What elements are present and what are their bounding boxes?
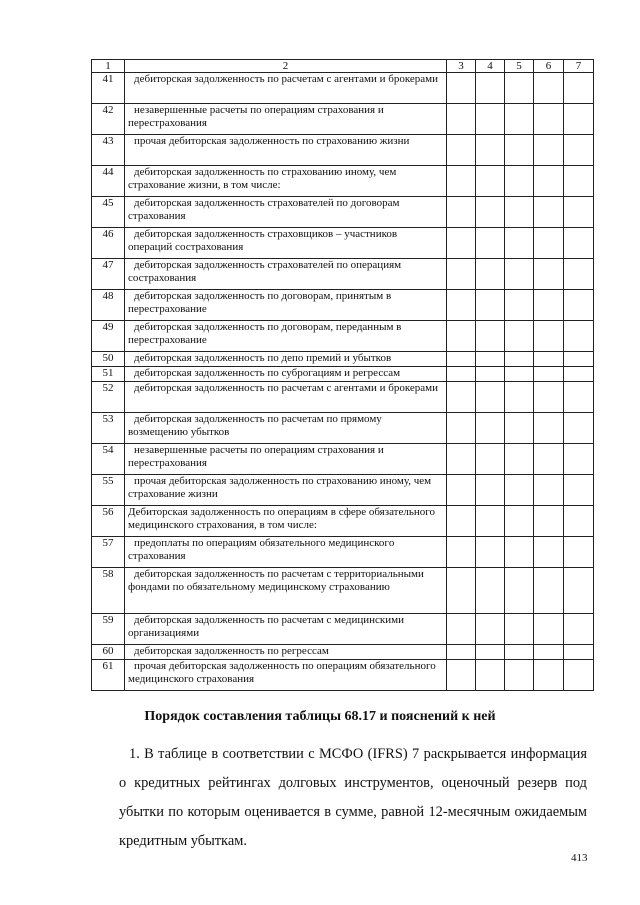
empty-cell-col-4	[476, 367, 505, 382]
empty-cell-col-7	[564, 228, 594, 259]
empty-cell-col-7	[564, 166, 594, 197]
row-description-text: дебиторская задолженность по договорам, переданным в перестрахование	[128, 321, 402, 346]
row-description-text: дебиторская задолженность по расчетам с медицинскими организациями	[128, 614, 404, 639]
empty-cell-col-5	[505, 367, 534, 382]
table-row	[92, 228, 594, 259]
receivables-table	[91, 59, 594, 691]
empty-cell-col-7	[564, 352, 594, 367]
empty-cell-col-4	[476, 568, 505, 614]
empty-cell-col-6	[534, 645, 564, 660]
row-number: 52	[92, 382, 125, 413]
row-number: 47	[92, 259, 125, 290]
empty-cell-col-7	[564, 321, 594, 352]
row-description-text: прочая дебиторская задолженность по операциям обязательного медицинского страхования	[128, 660, 436, 685]
empty-cell-col-7	[564, 259, 594, 290]
empty-cell-col-4	[476, 73, 505, 104]
row-description-text: дебиторская задолженность по расчетам с агентами и брокерами	[134, 73, 439, 85]
table-row	[92, 382, 594, 413]
row-number: 46	[92, 228, 125, 259]
header-col-3: 3	[447, 60, 476, 73]
empty-cell-col-5	[505, 382, 534, 413]
empty-cell-col-7	[564, 413, 594, 444]
paragraph-text: 1. В таблице в соответствии с МСФО (IFRS) 7 раскрывается информация о кредитных рейтингах долговых инструментов, оценочный резерв под убытки по которым оценивается в сумме, равной 12-месячным ожидаемым кредитным убыткам.	[119, 746, 587, 849]
empty-cell-col-7	[564, 135, 594, 166]
row-description	[125, 367, 447, 382]
empty-cell-col-7	[564, 645, 594, 660]
row-description	[125, 475, 447, 506]
table-row	[92, 444, 594, 475]
empty-cell-col-6	[534, 413, 564, 444]
row-number: 57	[92, 537, 125, 568]
empty-cell-col-6	[534, 259, 564, 290]
empty-cell-col-5	[505, 259, 534, 290]
empty-cell-col-4	[476, 660, 505, 691]
empty-cell-col-4	[476, 166, 505, 197]
empty-cell-col-6	[534, 614, 564, 645]
row-number: 61	[92, 660, 125, 691]
row-description	[125, 444, 447, 475]
table-row	[92, 166, 594, 197]
table-row	[92, 537, 594, 568]
empty-cell-col-7	[564, 104, 594, 135]
row-number: 60	[92, 645, 125, 660]
empty-cell-col-5	[505, 568, 534, 614]
empty-cell-col-5	[505, 104, 534, 135]
row-number: 45	[92, 197, 125, 228]
row-description-text: дебиторская задолженность по договорам, принятым в перестрахование	[128, 290, 392, 315]
empty-cell-col-4	[476, 475, 505, 506]
empty-cell-col-3	[447, 166, 476, 197]
empty-cell-col-6	[534, 197, 564, 228]
empty-cell-col-5	[505, 321, 534, 352]
empty-cell-col-4	[476, 382, 505, 413]
empty-cell-col-7	[564, 367, 594, 382]
table-row	[92, 135, 594, 166]
row-description	[125, 197, 447, 228]
row-description	[125, 104, 447, 135]
empty-cell-col-6	[534, 321, 564, 352]
row-description	[125, 506, 447, 537]
row-description	[125, 166, 447, 197]
empty-cell-col-3	[447, 660, 476, 691]
section-heading: Порядок составления таблицы 68.17 и пояснений к ней	[144, 709, 496, 724]
empty-cell-col-3	[447, 614, 476, 645]
row-number: 53	[92, 413, 125, 444]
row-description-text: дебиторская задолженность по расчетам по прямому возмещению убытков	[128, 413, 382, 438]
empty-cell-col-6	[534, 506, 564, 537]
table-row	[92, 660, 594, 691]
row-number: 41	[92, 73, 125, 104]
empty-cell-col-5	[505, 660, 534, 691]
header-col-2: 2	[125, 60, 447, 73]
row-number: 55	[92, 475, 125, 506]
row-description	[125, 321, 447, 352]
empty-cell-col-5	[505, 197, 534, 228]
row-number: 54	[92, 444, 125, 475]
row-description-text: прочая дебиторская задолженность по страхованию жизни	[134, 135, 410, 147]
table-row	[92, 352, 594, 367]
empty-cell-col-5	[505, 614, 534, 645]
row-number: 56	[92, 506, 125, 537]
row-description-text: Дебиторская задолженность по операциям в сфере обязательного медицинского страхования, в том числе:	[128, 506, 436, 531]
empty-cell-col-7	[564, 73, 594, 104]
row-description-text: дебиторская задолженность по суброгациям и регрессам	[134, 367, 401, 379]
empty-cell-col-3	[447, 197, 476, 228]
table-row	[92, 413, 594, 444]
row-description	[125, 290, 447, 321]
empty-cell-col-5	[505, 73, 534, 104]
empty-cell-col-3	[447, 413, 476, 444]
empty-cell-col-3	[447, 444, 476, 475]
row-description	[125, 228, 447, 259]
row-number: 44	[92, 166, 125, 197]
empty-cell-col-3	[447, 104, 476, 135]
table-row	[92, 614, 594, 645]
row-description	[125, 537, 447, 568]
empty-cell-col-4	[476, 645, 505, 660]
row-description	[125, 259, 447, 290]
empty-cell-col-3	[447, 382, 476, 413]
empty-cell-col-6	[534, 444, 564, 475]
row-number: 51	[92, 367, 125, 382]
row-number: 50	[92, 352, 125, 367]
row-description-text: дебиторская задолженность по депо премий и убытков	[134, 352, 392, 364]
empty-cell-col-7	[564, 537, 594, 568]
table-row	[92, 290, 594, 321]
header-col-5: 5	[505, 60, 534, 73]
empty-cell-col-7	[564, 444, 594, 475]
empty-cell-col-4	[476, 444, 505, 475]
empty-cell-col-6	[534, 475, 564, 506]
header-col-1: 1	[92, 60, 125, 73]
empty-cell-col-7	[564, 197, 594, 228]
row-description	[125, 660, 447, 691]
table-row	[92, 475, 594, 506]
row-description	[125, 352, 447, 367]
row-description-text: незавершенные расчеты по операциям страхования и перестрахования	[128, 104, 384, 129]
row-description-text: незавершенные расчеты по операциям страхования и перестрахования	[128, 444, 384, 469]
empty-cell-col-4	[476, 506, 505, 537]
table-row	[92, 506, 594, 537]
empty-cell-col-4	[476, 290, 505, 321]
row-description-text: предоплаты по операциям обязательного медицинскогo страхования	[128, 537, 395, 562]
empty-cell-col-4	[476, 614, 505, 645]
row-description-text: дебиторская задолженность по страхованию иному, чем страхование жизни, в том числе:	[128, 166, 397, 191]
row-number: 42	[92, 104, 125, 135]
empty-cell-col-7	[564, 568, 594, 614]
row-description	[125, 73, 447, 104]
table-row	[92, 645, 594, 660]
row-number: 59	[92, 614, 125, 645]
table-row	[92, 321, 594, 352]
empty-cell-col-5	[505, 290, 534, 321]
empty-cell-col-6	[534, 228, 564, 259]
empty-cell-col-5	[505, 506, 534, 537]
header-col-4: 4	[476, 60, 505, 73]
row-description-text: дебиторская задолженность страхователей по операциям сострахования	[128, 259, 402, 284]
empty-cell-col-7	[564, 614, 594, 645]
row-description-text: дебиторская задолженность по расчетам с агентами и брокерами	[134, 382, 439, 394]
empty-cell-col-4	[476, 228, 505, 259]
empty-cell-col-5	[505, 228, 534, 259]
empty-cell-col-4	[476, 197, 505, 228]
row-number: 49	[92, 321, 125, 352]
table-row	[92, 367, 594, 382]
empty-cell-col-3	[447, 568, 476, 614]
empty-cell-col-4	[476, 537, 505, 568]
empty-cell-col-4	[476, 321, 505, 352]
empty-cell-col-3	[447, 475, 476, 506]
empty-cell-col-5	[505, 537, 534, 568]
row-description-text: прочая дебиторская задолженность по страхованию иному, чем страхование жизни	[128, 475, 432, 500]
header-col-6: 6	[534, 60, 564, 73]
row-number: 48	[92, 290, 125, 321]
empty-cell-col-6	[534, 367, 564, 382]
row-description	[125, 413, 447, 444]
empty-cell-col-3	[447, 73, 476, 104]
empty-cell-col-7	[564, 660, 594, 691]
table-row	[92, 104, 594, 135]
empty-cell-col-3	[447, 259, 476, 290]
empty-cell-col-5	[505, 352, 534, 367]
empty-cell-col-3	[447, 352, 476, 367]
empty-cell-col-6	[534, 352, 564, 367]
empty-cell-col-7	[564, 506, 594, 537]
empty-cell-col-4	[476, 413, 505, 444]
empty-cell-col-6	[534, 537, 564, 568]
row-number: 43	[92, 135, 125, 166]
empty-cell-col-3	[447, 290, 476, 321]
empty-cell-col-4	[476, 135, 505, 166]
body-paragraph	[119, 740, 587, 856]
row-description	[125, 645, 447, 660]
empty-cell-col-5	[505, 645, 534, 660]
empty-cell-col-4	[476, 259, 505, 290]
table-row	[92, 73, 594, 104]
empty-cell-col-6	[534, 382, 564, 413]
empty-cell-col-3	[447, 367, 476, 382]
empty-cell-col-3	[447, 135, 476, 166]
row-number: 58	[92, 568, 125, 614]
row-description-text: дебиторская задолженность по расчетам с территориальными фондами по обязательному медицинскому страхованию	[128, 568, 424, 593]
page-number: 413	[571, 852, 588, 864]
table-row	[92, 568, 594, 614]
row-description-text: дебиторская задолженность по регрессам	[134, 645, 329, 657]
empty-cell-col-3	[447, 321, 476, 352]
table-row	[92, 197, 594, 228]
empty-cell-col-6	[534, 166, 564, 197]
empty-cell-col-3	[447, 645, 476, 660]
empty-cell-col-6	[534, 568, 564, 614]
row-description	[125, 568, 447, 614]
empty-cell-col-3	[447, 537, 476, 568]
empty-cell-col-5	[505, 444, 534, 475]
empty-cell-col-3	[447, 228, 476, 259]
row-description	[125, 135, 447, 166]
empty-cell-col-4	[476, 104, 505, 135]
empty-cell-col-5	[505, 475, 534, 506]
empty-cell-col-6	[534, 104, 564, 135]
header-col-7: 7	[564, 60, 594, 73]
empty-cell-col-7	[564, 382, 594, 413]
row-description-text: дебиторская задолженность страховщиков – участников операций сострахования	[128, 228, 398, 253]
empty-cell-col-6	[534, 660, 564, 691]
empty-cell-col-7	[564, 290, 594, 321]
empty-cell-col-5	[505, 135, 534, 166]
empty-cell-col-4	[476, 352, 505, 367]
empty-cell-col-5	[505, 166, 534, 197]
empty-cell-col-7	[564, 475, 594, 506]
empty-cell-col-5	[505, 413, 534, 444]
table-row	[92, 259, 594, 290]
empty-cell-col-6	[534, 290, 564, 321]
row-description-text: дебиторская задолженность страхователей по договорам страхования	[128, 197, 400, 222]
empty-cell-col-6	[534, 135, 564, 166]
table-body	[92, 73, 594, 691]
row-description	[125, 614, 447, 645]
empty-cell-col-3	[447, 506, 476, 537]
row-description	[125, 382, 447, 413]
table-header-row	[92, 60, 594, 73]
empty-cell-col-6	[534, 73, 564, 104]
